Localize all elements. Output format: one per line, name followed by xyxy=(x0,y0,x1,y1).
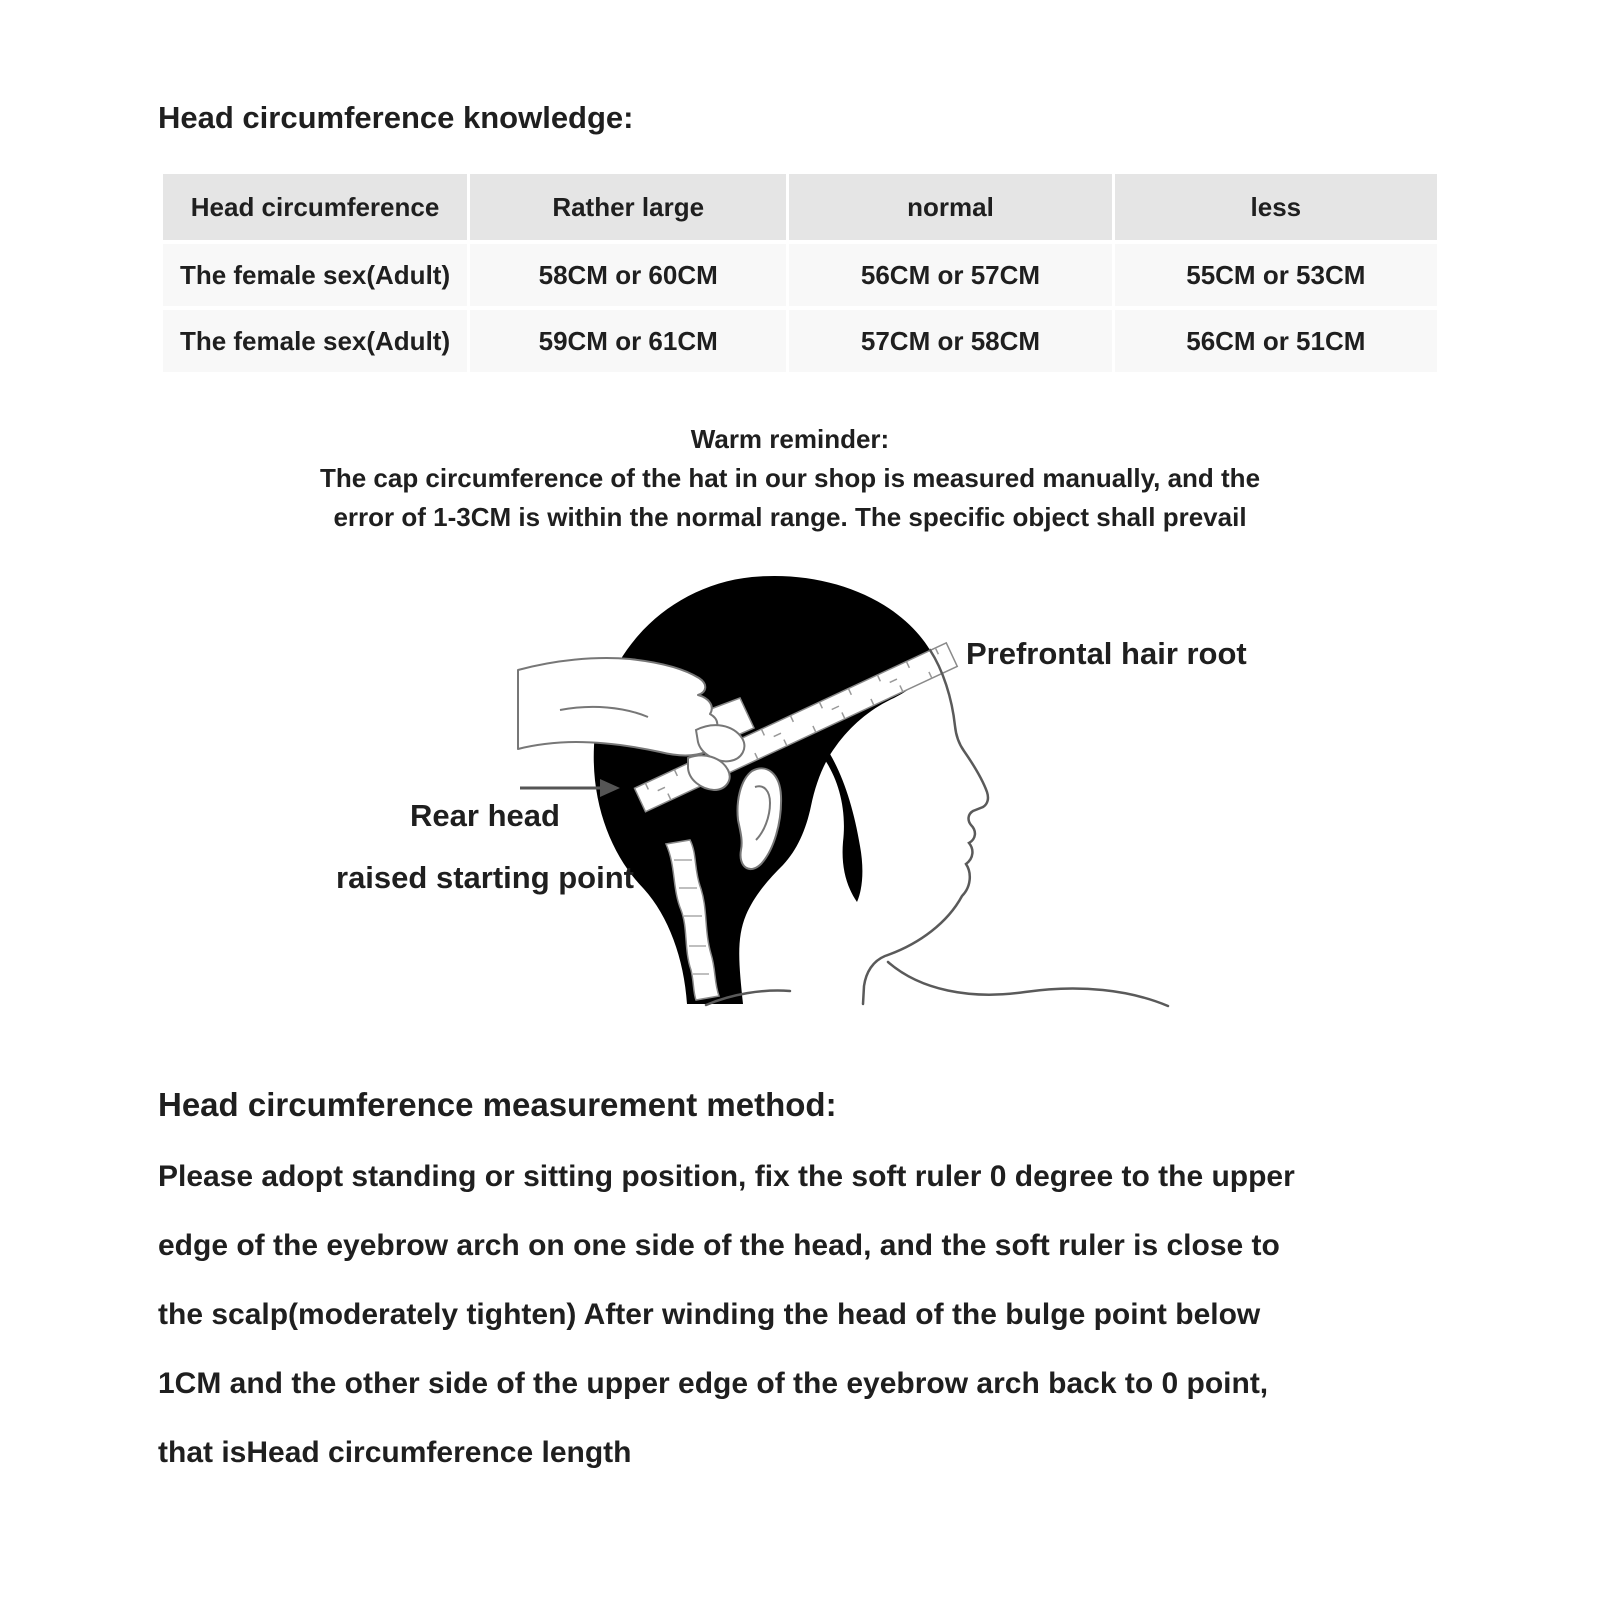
method-line: that isHead circumference length xyxy=(158,1436,632,1469)
col-header-rather-large: Rather large xyxy=(470,174,786,240)
table-row xyxy=(163,310,1437,372)
arrow-icon xyxy=(520,779,620,797)
cell-less: 56CM or 51CM xyxy=(1115,310,1437,372)
cell-rather-large: 58CM or 60CM xyxy=(470,244,786,306)
warm-reminder xyxy=(0,420,1580,537)
table-header-row xyxy=(163,174,1437,240)
warm-reminder-line-1: The cap circumference of the hat in our shop is measured manually, and the xyxy=(319,463,1261,493)
col-header-normal: normal xyxy=(789,174,1111,240)
shoulder-line xyxy=(888,962,1168,1006)
hand-icon xyxy=(518,658,717,755)
method-line: 1CM and the other side of the upper edge of the eyebrow arch back to 0 point, xyxy=(158,1367,1269,1400)
label-rear-head-line-2: raised starting point xyxy=(336,860,634,895)
cell-normal: 56CM or 57CM xyxy=(789,244,1111,306)
cell-rather-large: 59CM or 61CM xyxy=(470,310,786,372)
measurement-method-section xyxy=(158,1086,1468,1487)
label-prefrontal-hair-root: Prefrontal hair root xyxy=(966,636,1247,671)
cell-normal: 57CM or 58CM xyxy=(789,310,1111,372)
label-rear-head-line-1: Rear head xyxy=(410,798,560,833)
sideburn-hair xyxy=(820,753,862,902)
table-row xyxy=(163,244,1437,306)
cell-less: 55CM or 53CM xyxy=(1115,244,1437,306)
label-rear-head xyxy=(300,796,670,898)
row-label-cell: The female sex(Adult) xyxy=(163,310,467,372)
col-header-head-circumference: Head circumference xyxy=(163,174,467,240)
warm-reminder-title: Warm reminder: xyxy=(690,424,890,454)
col-header-less: less xyxy=(1115,174,1437,240)
page-title: Head circumference knowledge: xyxy=(158,100,634,135)
row-label-cell: The female sex(Adult) xyxy=(163,244,467,306)
method-line: Please adopt standing or sitting position, fix the soft ruler 0 degree to the upper xyxy=(158,1160,1295,1193)
method-line: the scalp(moderately tighten) After winding the head of the bulge point below xyxy=(158,1298,1261,1331)
method-line: edge of the eyebrow arch on one side of the head, and the soft ruler is close to xyxy=(158,1229,1280,1262)
size-table xyxy=(160,170,1440,376)
warm-reminder-line-2: error of 1-3CM is within the normal range. The specific object shall prevail xyxy=(333,502,1247,532)
method-title: Head circumference measurement method: xyxy=(158,1086,837,1123)
